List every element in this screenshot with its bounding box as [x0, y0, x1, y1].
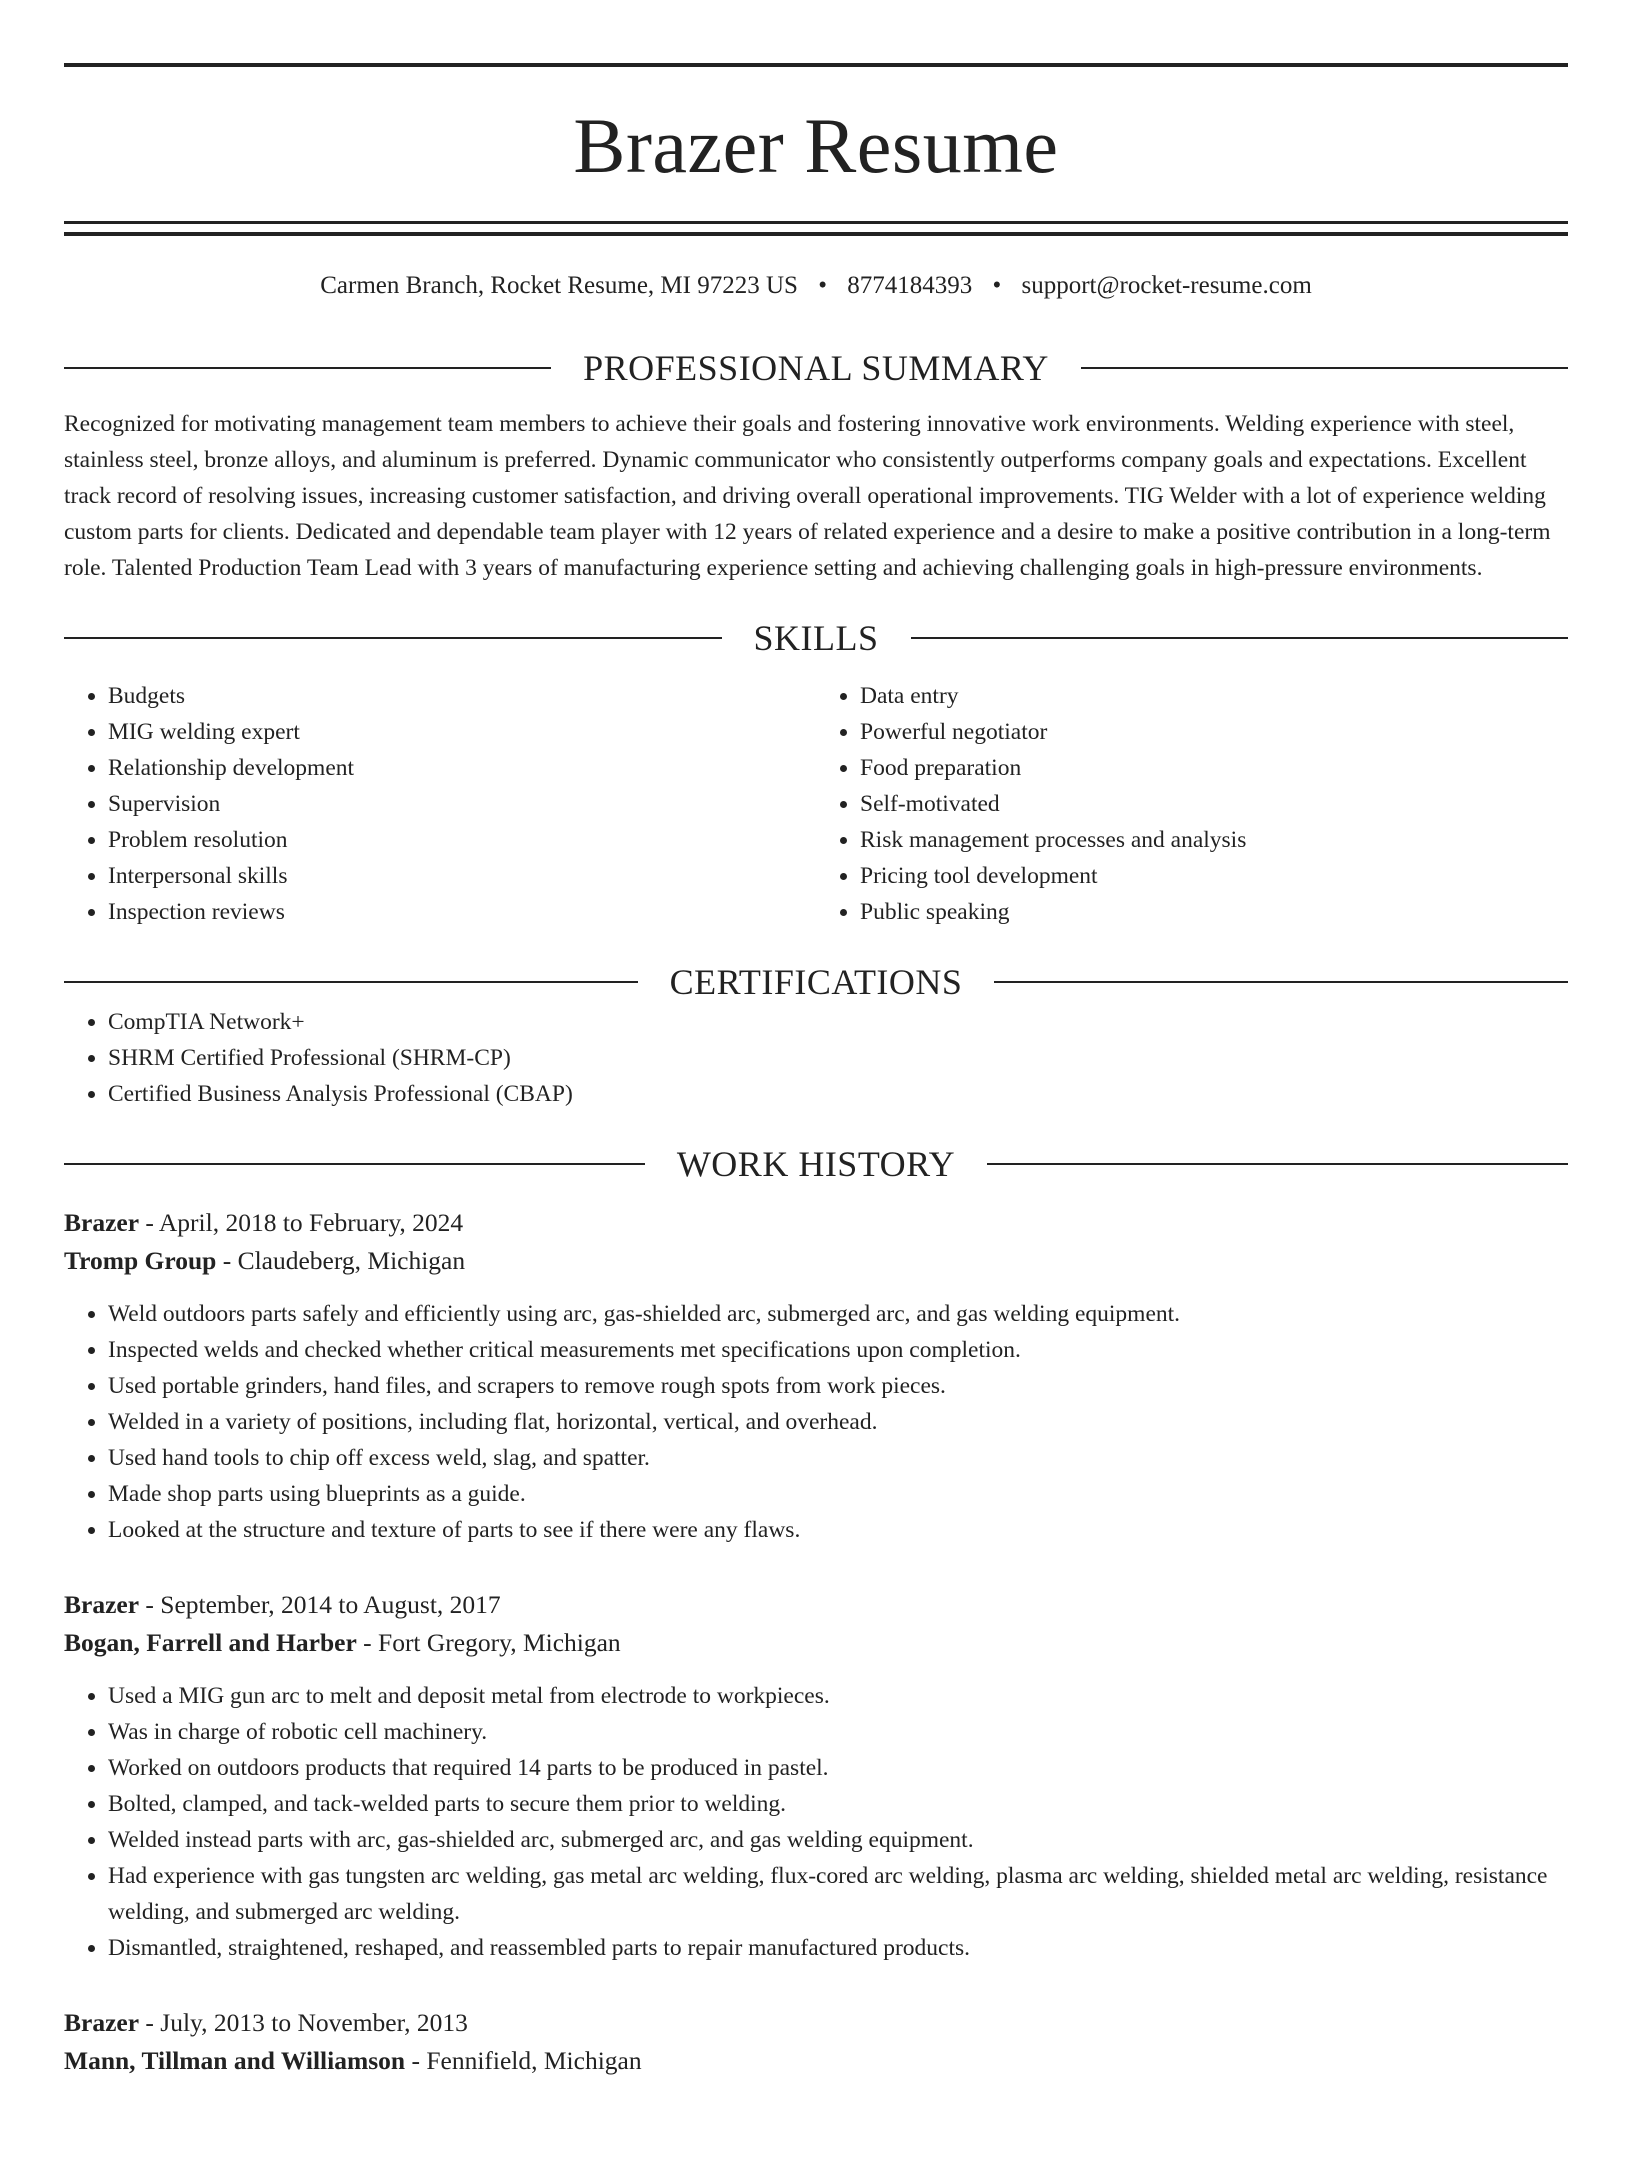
job-title-line — [64, 1586, 1568, 1624]
divider-line — [64, 981, 638, 983]
job-duty-item: • Had experience with gas tungsten arc welding, gas metal arc welding, flux-cored arc welding, plasma arc welding, shielded metal arc welding, resistance welding, and submerged arc welding. — [108, 1858, 1568, 1930]
certifications-section-header — [64, 960, 1568, 1004]
job-company-line — [64, 2042, 1568, 2080]
skill-item: • Data entry — [860, 678, 1568, 714]
summary-section-header — [64, 346, 1568, 390]
job-title-line — [64, 1204, 1568, 1242]
contact-phone: 8774184393 — [847, 272, 973, 299]
certification-item: • CompTIA Network+ — [108, 1004, 1568, 1040]
divider-line — [64, 1163, 645, 1165]
job-duty-item: • Used hand tools to chip off excess weld, slag, and spatter. — [108, 1440, 1568, 1476]
job-title: Brazer — [64, 2008, 140, 2037]
job-duty-item: • Weld outdoors parts safely and efficiently using arc, gas-shielded arc, submerged arc, and gas welding equipment. — [108, 1296, 1568, 1332]
job-location: - Claudeberg, Michigan — [216, 1246, 466, 1275]
job-duty-item: • Inspected welds and checked whether critical measurements met specifications upon completion. — [108, 1332, 1568, 1368]
job-title: Brazer — [64, 1208, 140, 1237]
title-double-rule — [64, 221, 1568, 236]
job-company-line — [64, 1624, 1568, 1662]
job-duty-item: • Made shop parts using blueprints as a guide. — [108, 1476, 1568, 1512]
skills-heading: SKILLS — [753, 618, 879, 658]
skill-item: • Supervision — [108, 786, 816, 822]
job-entry — [64, 2004, 1568, 2080]
skill-item: • Public speaking — [860, 894, 1568, 930]
divider-line — [987, 1163, 1568, 1165]
job-duty-item: • Used a MIG gun arc to melt and deposit metal from electrode to workpieces. — [108, 1678, 1568, 1714]
skill-item: • Interpersonal skills — [108, 858, 816, 894]
page-title: Brazer Resume — [573, 102, 1059, 189]
contact-email: support@rocket-resume.com — [1021, 272, 1312, 299]
job-duty-item: • Worked on outdoors products that required 14 parts to be produced in pastel. — [108, 1750, 1568, 1786]
job-duty-item: • Looked at the structure and texture of parts to see if there were any flaws. — [108, 1512, 1568, 1548]
skills-list-right — [816, 678, 1568, 930]
work-history-heading: WORK HISTORY — [676, 1144, 956, 1184]
job-duty-item: • Used portable grinders, hand files, and scrapers to remove rough spots from work pieces. — [108, 1368, 1568, 1404]
skill-item: • Pricing tool development — [860, 858, 1568, 894]
divider-line — [994, 981, 1568, 983]
summary-text: Recognized for motivating management team members to achieve their goals and fostering innovative work environments. Welding experience with steel, stainless steel, bronze alloys, and aluminum is preferred. Dynamic communicator who consistently outperforms company goals and expectations. Excellent track record of resolving issues, increasing customer satisfaction, and driving overall operational improvements. TIG Welder with a lot of experience welding custom parts for clients. Dedicated and dependable team player with 12 years of related experience and a desire to make a positive contribution in a long-term role. Talented Production Team Lead with 3 years of manufacturing experience setting and achieving challenging goals in high-pressure environments. — [64, 411, 1551, 581]
job-duty-item: • Welded in a variety of positions, including flat, horizontal, vertical, and overhead. — [108, 1404, 1568, 1440]
skill-item: • Budgets — [108, 678, 816, 714]
certifications-heading: CERTIFICATIONS — [669, 962, 963, 1002]
summary-heading: PROFESSIONAL SUMMARY — [583, 348, 1049, 388]
skills-list-left — [64, 678, 816, 930]
contact-address: Carmen Branch, Rocket Resume, MI 97223 US — [320, 272, 798, 299]
job-company: Mann, Tillman and Williamson — [64, 2046, 406, 2075]
job-dates: - July, 2013 to November, 2013 — [139, 2008, 468, 2037]
skill-item: • Self-motivated — [860, 786, 1568, 822]
contact-line — [64, 270, 1568, 302]
divider-line — [64, 367, 551, 369]
job-dates: - April, 2018 to February, 2024 — [139, 1208, 464, 1237]
job-duties-list — [64, 1678, 1568, 1966]
job-duty-item: • Bolted, clamped, and tack-welded parts to secure them prior to welding. — [108, 1786, 1568, 1822]
skills-grid — [64, 678, 1568, 930]
certifications-list — [64, 1004, 1568, 1112]
job-location: - Fennifield, Michigan — [405, 2046, 642, 2075]
certification-item: • SHRM Certified Professional (SHRM-CP) — [108, 1040, 1568, 1076]
job-company: Bogan, Farrell and Harber — [64, 1628, 357, 1657]
job-entry — [64, 1586, 1568, 1966]
job-duty-item: • Welded instead parts with arc, gas-shielded arc, submerged arc, and gas welding equipment. — [108, 1822, 1568, 1858]
job-location: - Fort Gregory, Michigan — [356, 1628, 621, 1657]
resume-page — [0, 63, 1632, 2175]
skills-section-header — [64, 616, 1568, 660]
divider-line — [1081, 367, 1568, 369]
top-rule — [64, 63, 1568, 67]
job-company: Tromp Group — [64, 1246, 217, 1275]
job-entry — [64, 1204, 1568, 1548]
contact-separator: • — [818, 272, 827, 299]
certification-item: • Certified Business Analysis Professional (CBAP) — [108, 1076, 1568, 1112]
skill-item: • Powerful negotiator — [860, 714, 1568, 750]
job-title-line — [64, 2004, 1568, 2042]
skill-item: • Risk management processes and analysis — [860, 822, 1568, 858]
skill-item: • Problem resolution — [108, 822, 816, 858]
work-history-section-header — [64, 1142, 1568, 1186]
divider-line — [911, 637, 1569, 639]
skill-item: • MIG welding expert — [108, 714, 816, 750]
job-title: Brazer — [64, 1590, 140, 1619]
job-duties-list — [64, 1296, 1568, 1548]
job-duty-item: • Was in charge of robotic cell machinery. — [108, 1714, 1568, 1750]
job-dates: - September, 2014 to August, 2017 — [139, 1590, 501, 1619]
job-company-line — [64, 1242, 1568, 1280]
skill-item: • Food preparation — [860, 750, 1568, 786]
skill-item: • Relationship development — [108, 750, 816, 786]
contact-separator: • — [992, 272, 1002, 299]
skill-item: • Inspection reviews — [108, 894, 816, 930]
divider-line — [64, 637, 722, 639]
job-duty-item: • Dismantled, straightened, reshaped, and reassembled parts to repair manufactured products. — [108, 1930, 1568, 1966]
